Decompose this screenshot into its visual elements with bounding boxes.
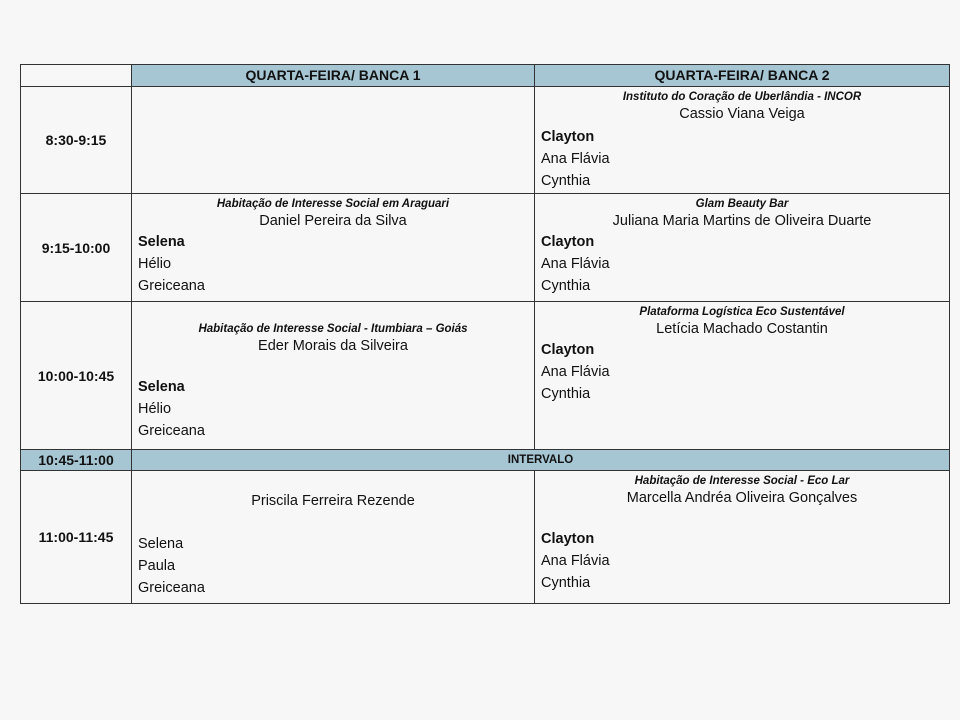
- presenter-name: Daniel Pereira da Silva: [259, 213, 407, 229]
- header-banca-1: QUARTA-FEIRA/ BANCA 1: [132, 65, 535, 87]
- project-title: Habitação de Interesse Social - Eco Lar: [634, 475, 850, 487]
- committee-member: Ana Flávia: [541, 151, 610, 167]
- time-slot: 10:00-10:45: [21, 302, 132, 450]
- committee-member: Clayton: [541, 342, 595, 358]
- committee-member: Cynthia: [541, 386, 591, 402]
- committee-member: Greiceana: [138, 580, 205, 596]
- project-title: Plataforma Logística Eco Sustentável: [639, 306, 845, 318]
- presenter-name: Letícia Machado Costantin: [656, 321, 828, 337]
- time-slot: 11:00-11:45: [21, 471, 132, 604]
- banca-2-cell: [535, 87, 950, 194]
- committee-member: Cynthia: [541, 575, 591, 591]
- committee-member: Ana Flávia: [541, 256, 610, 272]
- time-slot: 8:30-9:15: [21, 87, 132, 194]
- committee-list: [132, 533, 534, 599]
- header-corner: [21, 65, 132, 87]
- committee-list: [132, 231, 534, 297]
- committee-member: Greiceana: [138, 423, 205, 439]
- committee-member: Clayton: [541, 531, 595, 547]
- time-slot: 9:15-10:00: [21, 194, 132, 302]
- table-row: [21, 194, 950, 302]
- committee-member: Cynthia: [541, 278, 591, 294]
- committee-member: Hélio: [138, 401, 172, 417]
- committee-member: Selena: [138, 536, 184, 552]
- committee-member: Selena: [138, 379, 185, 395]
- presenter-name: Marcella Andréa Oliveira Gonçalves: [626, 490, 858, 506]
- committee-list: [535, 231, 949, 297]
- project-title: Glam Beauty Bar: [695, 198, 789, 210]
- break-label: INTERVALO: [132, 450, 950, 471]
- presenter-name: Eder Morais da Silveira: [258, 338, 408, 354]
- committee-member: Ana Flávia: [541, 553, 610, 569]
- header-banca-2: QUARTA-FEIRA/ BANCA 2: [535, 65, 950, 87]
- break-row: [21, 450, 950, 471]
- committee-member: Greiceana: [138, 278, 205, 294]
- banca-2-cell: [535, 302, 950, 450]
- project-title: Instituto do Coração de Uberlândia - INCOR: [622, 91, 862, 103]
- committee-member: Cynthia: [541, 173, 591, 189]
- banca-1-cell: [132, 471, 535, 604]
- header-row: [21, 65, 950, 87]
- committee-list: [535, 528, 949, 594]
- break-time-slot: 10:45-11:00: [21, 450, 132, 471]
- presenter-name: Juliana Maria Martins de Oliveira Duarte: [612, 213, 872, 229]
- project-title: Habitação de Interesse Social em Araguari: [216, 198, 450, 210]
- banca-2-cell: [535, 194, 950, 302]
- banca-2-cell: [535, 471, 950, 604]
- banca-1-cell: [132, 302, 535, 450]
- project-title: Habitação de Interesse Social - Itumbiara – Goiás: [198, 323, 468, 335]
- committee-list: [535, 126, 949, 192]
- presenter-name: Cassio Viana Veiga: [679, 106, 805, 122]
- schedule-table: [20, 64, 950, 604]
- committee-member: Hélio: [138, 256, 172, 272]
- committee-list: [535, 339, 949, 405]
- presenter-name: Priscila Ferreira Rezende: [251, 493, 415, 509]
- banca-1-cell: [132, 194, 535, 302]
- banca-1-cell: [132, 87, 535, 194]
- committee-member: Ana Flávia: [541, 364, 610, 380]
- table-row: [21, 471, 950, 604]
- committee-list: [132, 376, 534, 442]
- table-row: [21, 302, 950, 450]
- committee-member: Clayton: [541, 129, 595, 145]
- committee-member: Selena: [138, 234, 185, 250]
- table-row: [21, 87, 950, 194]
- committee-member: Clayton: [541, 234, 595, 250]
- committee-member: Paula: [138, 558, 176, 574]
